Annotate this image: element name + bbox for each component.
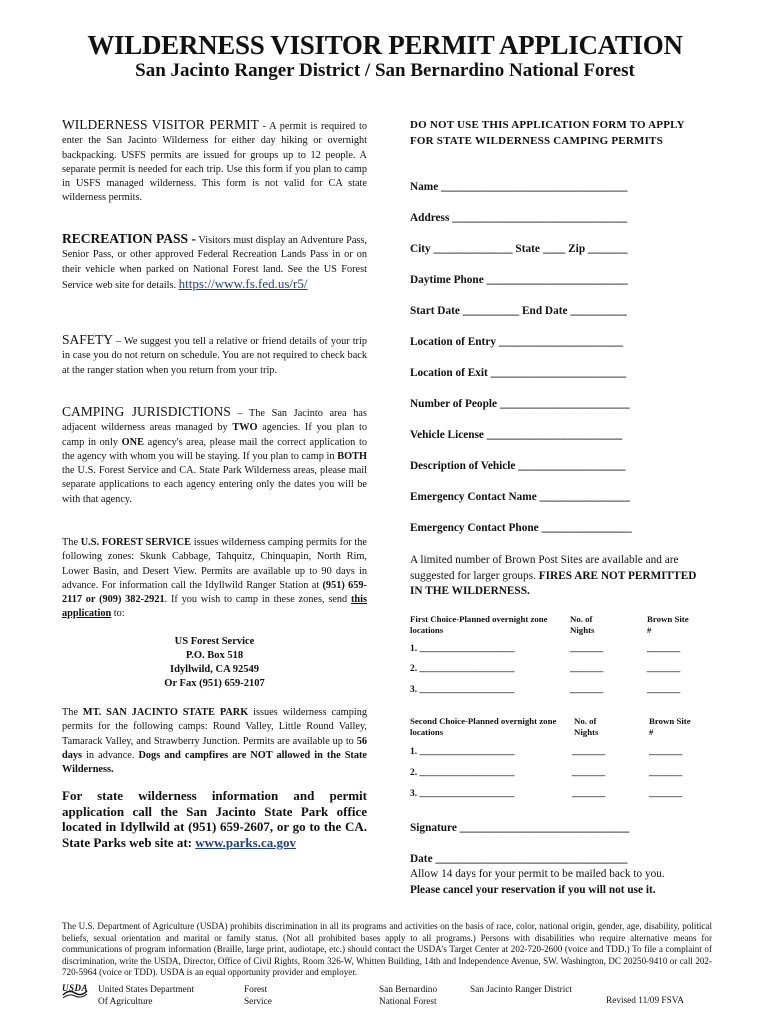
usda-name <box>98 985 194 1008</box>
usfs-text: . If you wish to camp in these zones, send <box>164 594 351 606</box>
usfs-text: to: <box>111 608 125 620</box>
vehicle-description-field[interactable]: Description of Vehicle ___________________ <box>410 460 626 472</box>
name-field[interactable]: Name _________________________________ <box>410 181 628 193</box>
second-zone-3[interactable]: 3. ____________________ <box>410 789 515 799</box>
nondiscrimination-statement: The U.S. Department of Agriculture (USDA) prohibits discrimination in all its programs and activities on the basis of race, color, national origin, gender, age, disability, political beliefs, sexual orientation and marital or family status. (Not all prohibited bases apply to all programs.) Persons with disabilities who require alternative means for communications of program information (Braille, large print, audiotape, etc.) should contact the USDA's Target Center at 202-720-2600 (voice and TDD.) To file a complaint of discrimination, write the USDA, Director, Office of Civil Rights, Room 326-W, Whitten Building, 14th and Independence Avenue, SW. Washington, DC 20250-9410 or call 202-720-5964 (voice or TDD). USDA is an equal opportunity provider and employer. <box>62 921 712 977</box>
emergency-name-field[interactable]: Emergency Contact Name ________________ <box>410 491 630 503</box>
first-nights-2[interactable]: _______ <box>570 664 604 674</box>
usfs-section <box>62 536 367 622</box>
vehicle-license-field[interactable]: Vehicle License ________________________ <box>410 429 623 441</box>
revision-label: Revised 11/09 FSVA <box>606 996 685 1006</box>
dates-field[interactable]: Start Date __________ End Date __________ <box>410 305 627 317</box>
camping-heading: CAMPING JURISDICTIONS <box>62 404 231 419</box>
camping-two: TWO <box>232 422 258 434</box>
national-forest-line: National Forest <box>379 996 437 1007</box>
camping-text: the U.S. Forest Service and CA. State Park Wilderness areas, please mail separate applications to each agency entering only the dates you will be with that agency. <box>62 465 367 505</box>
address-field[interactable]: Address _______________________________ <box>410 212 628 224</box>
emergency-phone-field[interactable]: Emergency Contact Phone ________________ <box>410 522 632 534</box>
state-parks-link[interactable]: www.parks.ca.gov <box>195 834 296 850</box>
state-text: For state wilderness information and permit application call the San Jacinto State Park office located in Idyllwild at (951) 659-2607, or go to the CA. State Parks web site at: <box>62 788 367 850</box>
second-zone-1[interactable]: 1. ____________________ <box>410 747 515 757</box>
brown-post-text: A limited number of Brown Post Sites are available and are suggested for larger groups. <box>410 554 679 582</box>
entry-location-field[interactable]: Location of Entry ______________________ <box>410 336 624 348</box>
national-forest-line: San Bernardino <box>379 985 438 995</box>
permit-section <box>62 118 367 206</box>
first-nights-1[interactable]: _______ <box>570 644 604 654</box>
park-dogs-note: Dogs and campfires are NOT allowed in the State Wilderness. <box>62 749 367 776</box>
second-site-3[interactable]: _______ <box>649 789 683 799</box>
usda-line: Of Agriculture <box>98 996 153 1007</box>
page-subtitle: San Jacinto Ranger District / San Bernardino National Forest <box>135 60 635 81</box>
exit-location-field[interactable]: Location of Exit ________________________ <box>410 367 627 379</box>
usda-line: United States Department <box>98 985 195 995</box>
forest-service-line: Service <box>244 996 272 1007</box>
usda-logo <box>62 985 88 999</box>
usfs-phone: (951) 659-2117 or (909) 382-2921 <box>62 579 367 606</box>
pass-heading: RECREATION PASS - <box>62 231 196 246</box>
first-site-1[interactable]: _______ <box>647 644 681 654</box>
allow-note: Allow 14 days for your permit to be mailed back to you. <box>410 868 665 880</box>
state-wilderness-info <box>62 788 367 850</box>
second-site-2[interactable]: _______ <box>649 768 683 778</box>
second-nights-header: No. of Nights <box>574 716 599 737</box>
camping-text: – The San Jacinto area has adjacent wilderness areas managed by <box>62 408 367 434</box>
second-site-1[interactable]: _______ <box>649 747 683 757</box>
camping-text: agencies. If you plan to camp in only <box>62 422 367 448</box>
usda-logo-text: USDA <box>62 983 89 993</box>
usfs-text: The <box>62 537 81 548</box>
park-text: in advance. <box>82 749 139 761</box>
first-nights-header: No. of Nights <box>570 614 595 635</box>
fires-warning: FIRES ARE NOT PERMITTED IN THE WILDERNESS. <box>410 569 697 597</box>
forest-service-name <box>244 985 272 1008</box>
second-choice-header: Second Choice-Planned overnight zone locations <box>410 716 557 737</box>
first-nights-3[interactable]: _______ <box>570 685 604 695</box>
park-days: 56 days <box>62 735 367 761</box>
page-title: WILDERNESS VISITOR PERMIT APPLICATION <box>87 30 683 60</box>
first-choice-header: First Choice-Planned overnight zone locations <box>410 614 548 635</box>
permit-body: - A permit is required to enter the San Jacinto Wilderness for either day hiking or overnight backpacking. USFS permits are issued for groups up to 12 people. A separate permit is needed for each trip. Use this form if you plan to camp in USFS managed wilderness. This form is not valid for CA state wilderness permits. <box>62 121 367 204</box>
first-site-3[interactable]: _______ <box>647 685 681 695</box>
camping-both: BOTH <box>337 450 367 462</box>
national-forest-name <box>379 985 437 1008</box>
camping-one: ONE <box>121 436 144 448</box>
address-line: US Forest Service <box>174 636 255 647</box>
second-site-header: Brown Site # <box>649 716 691 737</box>
safety-heading: SAFETY <box>62 332 114 347</box>
first-zone-3[interactable]: 3. ____________________ <box>410 685 515 695</box>
address-line: P.O. Box 518 <box>185 650 244 661</box>
warning-note: DO NOT USE THIS APPLICATION FORM TO APPLY FOR STATE WILDERNESS CAMPING PERMITS <box>410 119 685 147</box>
park-text: The <box>62 707 83 718</box>
state-park-section <box>62 706 367 777</box>
forest-service-line: Forest <box>244 985 268 995</box>
people-count-field[interactable]: Number of People _______________________ <box>410 398 630 410</box>
first-site-2[interactable]: _______ <box>647 664 681 674</box>
usfs-app: this application <box>62 594 367 620</box>
second-nights-2[interactable]: _______ <box>572 768 606 778</box>
second-nights-3[interactable]: _______ <box>572 789 606 799</box>
second-nights-1[interactable]: _______ <box>572 747 606 757</box>
daytime-phone-field[interactable]: Daytime Phone _________________________ <box>410 274 628 286</box>
safety-section <box>62 333 367 378</box>
usfs-name: U.S. FOREST SERVICE <box>80 537 191 548</box>
permit-heading: WILDERNESS VISITOR PERMIT <box>62 117 259 132</box>
cancel-note: Please cancel your reservation if you will not use it. <box>410 884 656 896</box>
address-line: Idyllwild, CA 92549 <box>170 664 259 675</box>
city-state-zip-field[interactable]: City ______________ State ____ Zip _______ <box>410 243 628 255</box>
usfs-text: issues wilderness camping permits for the following zones: Skunk Cabbage, Tahquitz, Chinquapin, North Rim, Lower Basin, and Desert View. Permits are available up to 90 days in advance. For information call the Idyllwild Ranger Station at <box>62 537 367 591</box>
signature-field[interactable]: Signature ______________________________ <box>410 822 630 834</box>
mailing-address <box>62 635 367 691</box>
address-line: Or Fax (951) 659-2107 <box>164 678 265 689</box>
park-name: MT. SAN JACINTO STATE PARK <box>82 707 249 718</box>
camping-text: agency's area, please mail the correct application to the agency with whom you will be staying. If you plan to camp in <box>62 436 367 462</box>
second-zone-2[interactable]: 2. ____________________ <box>410 768 515 778</box>
park-text: issues wilderness camping permits for the following camps: Round Valley, Little Round Valley, Tamarack Valley, and Strawberry Junction. Permits are available up to <box>62 707 367 747</box>
pass-body: Visitors must display an Adventure Pass, Senior Pass, or other approved Federal Recreation Lands Pass in or on their vehicle when parked on National Forest land. See the US Forest Service web site for details. <box>62 235 367 291</box>
camping-section <box>62 405 367 507</box>
forest-service-link[interactable]: https://www.fs.fed.us/r5/ <box>178 275 308 291</box>
first-zone-2[interactable]: 2. ____________________ <box>410 664 515 674</box>
brown-post-note <box>410 553 705 600</box>
first-site-header: Brown Site # <box>647 614 689 635</box>
ranger-district-name: San Jacinto Ranger District <box>470 985 572 995</box>
safety-body: – We suggest you tell a relative or friend details of your trip in case you do not return on schedule. You are not required to check back at the ranger station when you return from your trip. <box>62 336 367 376</box>
date-field[interactable]: Date __________________________________ <box>410 853 628 865</box>
first-zone-1[interactable]: 1. ____________________ <box>410 644 515 654</box>
pass-section <box>62 232 367 293</box>
